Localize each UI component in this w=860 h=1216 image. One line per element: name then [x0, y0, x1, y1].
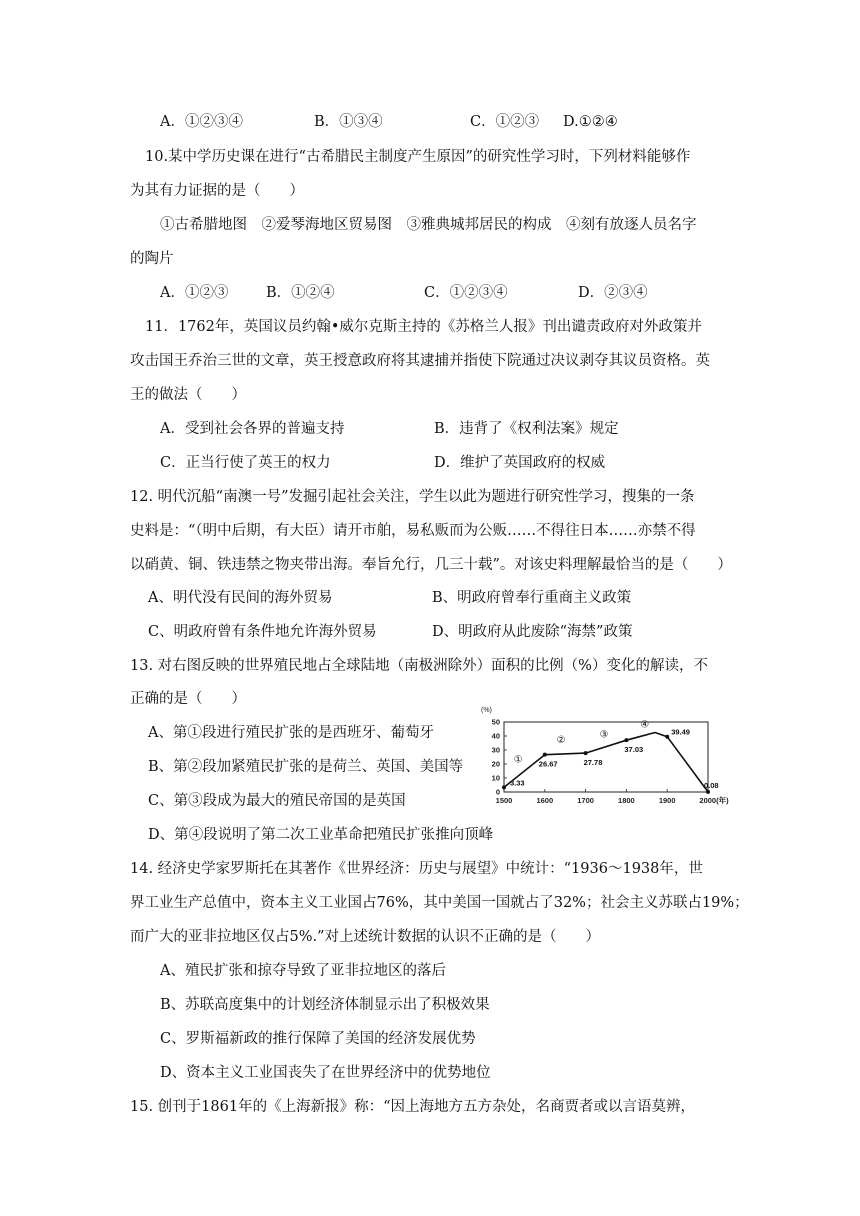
q13-stem-line1: 13. 对右图反映的世界殖民地占全球陆地（南极洲除外）面积的比例（%）变化的解读，不 — [130, 658, 708, 674]
q9-option-c: C．①②③ — [470, 114, 540, 130]
q10-option-d: D．②③④ — [578, 285, 648, 301]
q14-option-b: B、苏联高度集中的计划经济体制显示出了积极效果 — [160, 997, 490, 1013]
data-label: 39.49 — [671, 727, 690, 737]
q11-option-b: B．违背了《权利法案》规定 — [434, 421, 619, 437]
q10-materials-line2: 的陶片 — [130, 251, 174, 267]
chart-plot-area — [481, 707, 729, 805]
x-tick-label: 1700 — [577, 796, 594, 805]
q14-stem-line3: 而广大的亚非拉地区仅占5%.”对上述统计数据的认识不正确的是（ ） — [130, 929, 601, 945]
x-tick-label: 2000(年) — [699, 796, 729, 805]
data-point — [543, 753, 547, 757]
q11-option-c: C．正当行使了英王的权力 — [160, 455, 331, 471]
y-tick-label: 0 — [495, 787, 500, 797]
q12-option-c: C、明政府曾有条件地允许海外贸易 — [148, 624, 377, 640]
q10-materials-line1: ①古希腊地图 ②爱琴海地区贸易图 ③雅典城邦居民的构成 ④刻有放逐人员名字 — [160, 217, 697, 233]
q13-option-b: B、第②段加紧殖民扩张的是荷兰、英国、美国等 — [148, 759, 464, 775]
y-tick-label: 40 — [491, 731, 500, 741]
data-point — [665, 735, 669, 739]
q11-stem-line1: 11．1762年，英国议员约翰•威尔克斯主持的《苏格兰人报》刊出谴责政府对外政策并 — [145, 319, 702, 335]
x-tick-label: 1500 — [495, 796, 513, 805]
q12-stem-line3: 以硝黄、铜、铁违禁之物夹带出海。奉旨允行，几三十载”。对该史料理解最恰当的是（ ） — [130, 557, 732, 573]
q10-stem-line2: 为其有力证据的是（ ） — [130, 183, 304, 199]
q14-stem-line1: 14. 经济史学家罗斯托在其著作《世界经济：历史与展望》中统计：“1936～1938年，世 — [130, 861, 703, 877]
y-tick-label: 50 — [491, 717, 500, 727]
data-label: 27.78 — [583, 758, 603, 768]
q12-stem-line1: 12. 明代沉船“南澳一号”发掘引起社会关注，学生以此为题进行研究性学习，搜集的一条 — [130, 489, 695, 505]
y-axis-unit: (%) — [481, 707, 492, 714]
data-label: 3.33 — [510, 778, 525, 788]
q10-option-c: C．①②③④ — [424, 285, 508, 301]
q14-option-c: C、罗斯福新政的推行保障了美国的经济发展优势 — [160, 1031, 476, 1047]
series-line — [504, 733, 708, 792]
q13-stem-line2: 正确的是（ ） — [130, 691, 246, 707]
q9-option-b: B．①③④ — [314, 114, 383, 130]
data-point — [706, 790, 710, 794]
segment-marker: ③ — [599, 729, 609, 741]
segment-marker: ② — [556, 735, 566, 746]
q15-stem-line1: 15. 创刊于1861年的《上海新报》称：“因上海地方五方杂处，名商贾者或以言语莫辨， — [130, 1099, 695, 1115]
y-tick-label: 10 — [491, 773, 500, 783]
q12-option-b: B、明政府曾奉行重商主义政策 — [432, 590, 632, 606]
q11-stem-line3: 王的做法（ ） — [130, 387, 246, 403]
q14-stem-line2: 界工业生产总值中，资本主义工业国占76%，其中美国一国就占了32%；社会主义苏联占19%； — [130, 895, 749, 911]
q11-stem-line2: 攻击国王乔治三世的文章，英王授意政府将其逮捕并指使下院通过决议剥夺其议员资格。英 — [130, 353, 710, 369]
colonial-area-chart — [478, 698, 729, 810]
q12-option-d: D、明政府从此废除“海禁”政策 — [432, 624, 633, 640]
data-label: 26.67 — [538, 759, 558, 769]
data-point — [584, 751, 588, 755]
y-tick-label: 20 — [491, 759, 500, 769]
data-point — [502, 785, 506, 789]
x-tick-label: 1800 — [618, 796, 635, 805]
q10-stem-line1: 10.某中学历史课在进行“古希腊民主制度产生原因”的研究性学习时，下列材料能够作 — [145, 149, 691, 165]
y-tick-label: 30 — [491, 745, 500, 755]
q13-option-d: D、第④段说明了第二次工业革命把殖民扩张推向顶峰 — [148, 827, 494, 843]
q9-option-d: D.①②④ — [563, 114, 618, 130]
q14-option-d: D、资本主义工业国丧失了在世界经济中的优势地位 — [160, 1065, 491, 1081]
q13-option-c: C、第③段成为最大的殖民帝国的是英国 — [148, 793, 406, 809]
q12-stem-line2: 史料是：“（明中后期，有大臣）请开市舶，易私贩而为公贩……不得往日本……亦禁不得 — [130, 523, 696, 539]
q14-option-a: A、殖民扩张和掠夺导致了亚非拉地区的落后 — [160, 963, 446, 979]
data-point — [624, 738, 628, 742]
q10-option-a: A．①②③ — [160, 285, 229, 301]
x-tick-label: 1600 — [536, 796, 554, 805]
segment-marker: ④ — [640, 719, 650, 731]
q13-option-a: A、第①段进行殖民扩张的是西班牙、葡萄牙 — [148, 725, 434, 741]
q10-option-b: B．①②④ — [266, 285, 335, 301]
q11-option-d: D．维护了英国政府的权威 — [434, 455, 606, 471]
q11-option-a: A．受到社会各界的普遍支持 — [160, 421, 345, 437]
x-tick-label: 1900 — [658, 796, 676, 805]
data-label: 0.08 — [704, 780, 719, 790]
q9-option-a: A．①②③④ — [160, 114, 243, 130]
segment-marker: ① — [513, 754, 523, 766]
data-label: 37.03 — [624, 745, 644, 755]
q12-option-a: A、明代没有民间的海外贸易 — [148, 590, 333, 606]
